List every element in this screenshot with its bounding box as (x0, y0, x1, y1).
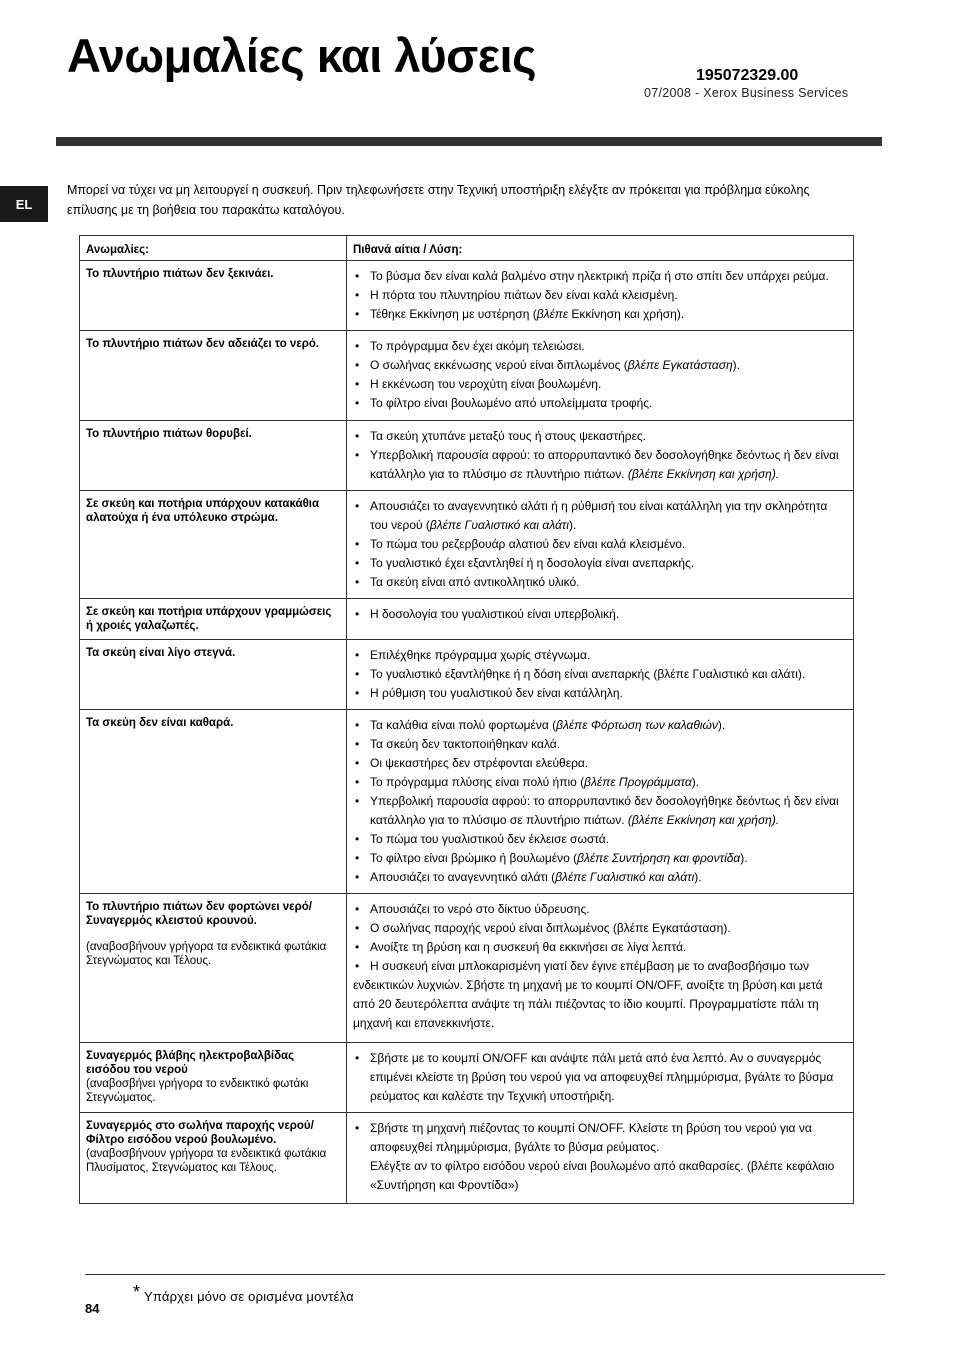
problem-cell (80, 599, 347, 640)
cause-text: Το γυαλιστικό εξαντλήθηκε ή η δόση είναι ανεπαρκής (βλέπε Γυαλιστικό και αλάτι). (370, 667, 806, 681)
table-row (80, 894, 854, 1043)
problem-cell (80, 261, 347, 331)
cause-text: Η πόρτα του πλυντηρίου πιάτων δεν είναι καλά κλεισμένη. (370, 288, 678, 302)
intro-paragraph: Μπορεί να τύχει να μη λειτουργεί η συσκευή. Πριν τηλεφωνήσετε στην Τεχνική υποστήριξη ελέγξτε αν πρόκειται για πρόβλημα εύκολης επίλυσης με τη βοήθεια του παρακάτω καταλόγου. (67, 183, 810, 217)
cross-reference: (βλέπε Εκκίνηση και χρήση). (627, 467, 780, 481)
cause-text: Οι ψεκαστήρες δεν στρέφονται ελεύθερα. (370, 756, 589, 770)
cause-text: Το φίλτρο είναι βουλωμένο από υπολείμματα τροφής. (370, 396, 653, 410)
footnote-text: Υπάρχει μόνο σε ορισμένα μοντέλα (144, 1289, 354, 1304)
cause-text-end: ). (694, 870, 702, 884)
causes-list (353, 427, 847, 484)
cross-reference: βλέπε Προγράμματα (584, 775, 692, 789)
list-item (353, 267, 847, 286)
cause-text: Η ρύθμιση του γυαλιστικού δεν είναι κατάλληλη. (370, 686, 623, 700)
cause-text-end: ). (691, 775, 700, 789)
cause-text: Η συσκευή είναι μπλοκαρισμένη γιατί δεν έγινε επέμβαση με το αναβοσβήσιμο των ενδεικτικών λυχνιών. Σβήστε τη μηχανή με το κουμπί ON/OFF, ανοίξτε τη βρύση και μετά από 20 δευτερόλεπτα ανάψτε τη πάλι πιέζοντας το ίδιο κουμπί. Προγραμματίστε πάλι τη μηχανή και επανεκκινήστε. (353, 959, 823, 1030)
list-item (353, 394, 847, 413)
cause-text: Η εκκένωση του νεροχύτη είναι βουλωμένη. (370, 377, 602, 391)
table-row (80, 1113, 854, 1204)
problem-title: Τα σκεύη δεν είναι καθαρά. (86, 717, 234, 729)
problem-cell (80, 491, 347, 599)
problem-cell (80, 331, 347, 421)
list-item (353, 754, 847, 773)
causes-cell (347, 491, 854, 599)
cause-text: Υπερβολική παρουσία αφρού: το απορρυπαντικό δεν δοσολογήθηκε δεόντως ή δεν είναι κατάλληλο για το πλύσιμο σε πλυντήριο πιάτων. (370, 448, 839, 481)
list-item (353, 573, 847, 592)
problem-title: Το πλυντήριο πιάτων δεν αδειάζει το νερό. (86, 338, 320, 350)
causes-cell (347, 1113, 854, 1204)
document-number: 195072329.00 (696, 67, 799, 84)
cause-text: Τα καλάθια είναι πολύ φορτωμένα ( (370, 718, 557, 732)
causes-cell (347, 1043, 854, 1113)
list-item (353, 868, 847, 887)
list-item (353, 427, 847, 446)
cause-text: Το βύσμα δεν είναι καλά βαλμένο στην ηλεκτρική πρίζα ή στο σπίτι δεν υπάρχει ρεύμα. (370, 269, 829, 283)
document-subtitle: 07/2008 - Xerox Business Services (644, 86, 849, 100)
list-item (353, 1049, 847, 1106)
list-item (353, 646, 847, 665)
list-item (353, 919, 847, 938)
list-item (353, 735, 847, 754)
problem-title: Συναγερμός βλάβης ηλεκτροβαλβίδας εισόδου του νερού (86, 1050, 295, 1076)
list-item (353, 286, 847, 305)
list-item (353, 792, 847, 830)
list-item (353, 665, 847, 684)
cause-text: Σβήστε τη μηχανή πιέζοντας το κουμπί ON/OFF. Κλείστε τη βρύση του νερού για να αποφευχθεί πλημμύρισμα, βγάλτε το βύσμα ρεύματος. (370, 1121, 812, 1154)
list-item (353, 446, 847, 484)
list-item (353, 337, 847, 356)
cause-text: Το πώμα του γυαλιστικού δεν έκλεισε σωστά. (370, 832, 610, 846)
table-row (80, 710, 854, 894)
cross-reference: (βλέπε Εκκίνηση και χρήση). (627, 813, 780, 827)
causes-cell (347, 894, 854, 1043)
causes-list (353, 716, 847, 887)
cause-text-end: ). (740, 851, 748, 865)
cause-text: Τέθηκε Εκκίνηση με υστέρηση ( (370, 307, 537, 321)
cause-text: Απουσιάζει το νερό στο δίκτυο ύδρευσης. (370, 902, 590, 916)
problem-note: (αναβοσβήνουν γρήγορα τα ενδεικτικά φωτάκια Στεγνώματος και Τέλους. (86, 941, 327, 967)
table-row (80, 421, 854, 491)
causes-cell (347, 331, 854, 421)
list-item (353, 375, 847, 394)
list-item (353, 554, 847, 573)
list-item (353, 1119, 847, 1157)
cause-text: Ο σωλήνας εκκένωσης νερού είναι διπλωμένος ( (370, 358, 628, 372)
problem-cell (80, 421, 347, 491)
cause-text: Επιλέχθηκε πρόγραμμα χωρίς στέγνωμα. (370, 648, 591, 662)
footer-rule (85, 1274, 885, 1275)
table-row (80, 491, 854, 599)
causes-cell (347, 261, 854, 331)
list-item (353, 938, 847, 957)
causes-list (353, 605, 847, 624)
column-header-causes: Πιθανά αίτια / Λύση: (347, 236, 854, 261)
problem-title: Το πλυντήριο πιάτων δεν ξεκινάει. (86, 268, 274, 280)
causes-list (353, 267, 847, 324)
list-item (353, 684, 847, 703)
cause-text-end: ). (732, 358, 740, 372)
causes-cell (347, 640, 854, 710)
bullet-icon: • (355, 959, 360, 973)
problem-note: (αναβοσβήνει γρήγορα το ενδεικτικό φωτάκι Στεγνώματος. (86, 1078, 309, 1104)
list-item (353, 605, 847, 624)
problem-cell (80, 640, 347, 710)
cause-text-end: Εκκίνηση και χρήση). (568, 307, 685, 321)
list-item (353, 773, 847, 792)
list-item (353, 957, 847, 1033)
table-row (80, 331, 854, 421)
problem-note: (αναβοσβήνουν γρήγορα τα ενδεικτικά φωτάκια Πλυσίματος, Στεγνώματος και Τέλους. (86, 1148, 327, 1174)
problem-title: Σε σκεύη και ποτήρια υπάρχουν κατακάθια αλατούχα ή ένα υπόλευκο στρώμα. (86, 498, 320, 524)
cross-reference: βλέπε Φόρτωση των καλαθιών (556, 718, 718, 732)
list-item (353, 716, 847, 735)
problem-title: Τα σκεύη είναι λίγο στεγνά. (86, 647, 236, 659)
footnote-asterisk: * (133, 1282, 141, 1302)
cause-text: Το πρόγραμμα δεν έχει ακόμη τελειώσει. (370, 339, 585, 353)
table-row (80, 640, 854, 710)
causes-list (353, 1119, 847, 1195)
problem-title: Σε σκεύη και ποτήρια υπάρχουν γραμμώσεις ή χροιές γαλαζωπές. (86, 606, 332, 632)
problem-cell (80, 894, 347, 1043)
causes-cell (347, 421, 854, 491)
column-header-problems: Ανωμαλίες: (80, 236, 347, 261)
problem-cell (80, 710, 347, 894)
cause-text-end: ). (717, 718, 726, 732)
cause-text: Σβήστε με το κουμπί ON/OFF και ανάψτε πάλι μετά από ένα λεπτό. Αν ο συναγερμός επιμένει κλείστε τη βρύση του νερού για να αποφευχθεί πλημμύρισμα, βγάλτε το βύσμα ρεύματος και καλέστε την Τεχνική υποστήριξη. (370, 1051, 834, 1103)
language-tab: EL (0, 186, 48, 222)
list-item (353, 497, 847, 535)
cause-text: Το γυαλιστικό έχει εξαντληθεί ή η δοσολογία είναι ανεπαρκής. (370, 556, 695, 570)
problem-title: Συναγερμός στο σωλήνα παροχής νερού/Φίλτρο εισόδου νερού βουλωμένο. (86, 1120, 314, 1146)
cause-text: Η δοσολογία του γυαλιστικού είναι υπερβολική. (370, 607, 620, 621)
table-row (80, 599, 854, 640)
list-item (353, 900, 847, 919)
table-row (80, 1043, 854, 1113)
table-header-row (80, 236, 854, 261)
causes-list (353, 1049, 847, 1106)
troubleshooting-table (79, 235, 854, 1204)
causes-cell (347, 599, 854, 640)
cross-reference: βλέπε Γυαλιστικό και αλάτι (555, 870, 695, 884)
list-item (353, 356, 847, 375)
cause-text: Απουσιάζει το αναγεννητικό αλάτι ( (370, 870, 556, 884)
cause-text: Τα σκεύη είναι από αντικολλητικό υλικό. (370, 575, 580, 589)
list-item (353, 305, 847, 324)
cause-text: Ο σωλήνας παροχής νερού είναι διπλωμένος (βλέπε Εγκατάσταση). (370, 921, 731, 935)
cause-text: Ελέγξτε αν το φίλτρο εισόδου νερού είναι βουλωμένο από ακαθαρσίες. (βλέπε κεφάλαιο «Συντήρηση και Φροντίδα») (370, 1159, 835, 1192)
list-item (353, 830, 847, 849)
cross-reference: βλέπε Συντήρηση και φροντίδα (577, 851, 741, 865)
cross-reference: βλέπε (536, 307, 569, 321)
cause-text: Το πρόγραμμα πλύσης είναι πολύ ήπιο ( (370, 775, 585, 789)
cause-text: Το φίλτρο είναι βρώμικο ή βουλωμένο ( (370, 851, 578, 865)
causes-cell (347, 710, 854, 894)
causes-list (353, 497, 847, 592)
list-item (353, 849, 847, 868)
causes-list (353, 646, 847, 703)
causes-list (353, 337, 847, 413)
cause-text: Υπερβολική παρουσία αφρού: το απορρυπαντικό δεν δοσολογήθηκε δεόντως ή δεν είναι κατάλληλο για το πλύσιμο σε πλυντήριο πιάτων. (370, 794, 839, 827)
list-item (353, 535, 847, 554)
problem-cell (80, 1043, 347, 1113)
cause-text: Ανοίξτε τη βρύση και η συσκευή θα εκκινήσει σε λίγα λεπτά. (370, 940, 687, 954)
cause-text-end: ). (568, 518, 577, 532)
page-number: 84 (85, 1301, 100, 1316)
cause-text: Το πώμα του ρεζερβουάρ αλατιού δεν είναι καλά κλεισμένο. (370, 537, 686, 551)
cause-text: Απουσιάζει το αναγεννητικό αλάτι ή η ρύθμισή του είναι κατάλληλη για την σκληρότητα του νερού ( (370, 499, 828, 532)
cross-reference: βλέπε Γυαλιστικό και αλάτι (429, 518, 569, 532)
causes-list (353, 900, 847, 1033)
problem-cell (80, 1113, 347, 1204)
problem-title: Το πλυντήριο πιάτων δεν φορτώνει νερό/Συναγερμός κλειστού κρουνού. (86, 901, 312, 927)
page-title: Ανωμαλίες και λύσεις (67, 29, 537, 82)
cross-reference: βλέπε Εγκατάσταση (627, 358, 733, 372)
cause-text: Τα σκεύη δεν τακτοποιήθηκαν καλά. (370, 737, 561, 751)
table-body (80, 261, 854, 1204)
list-item (353, 1157, 847, 1195)
table-row (80, 261, 854, 331)
cause-text: Τα σκεύη χτυπάνε μεταξύ τους ή στους ψεκαστήρες. (370, 429, 647, 443)
problem-title: Το πλυντήριο πιάτων θορυβεί. (86, 428, 252, 440)
header-rule (56, 137, 882, 146)
